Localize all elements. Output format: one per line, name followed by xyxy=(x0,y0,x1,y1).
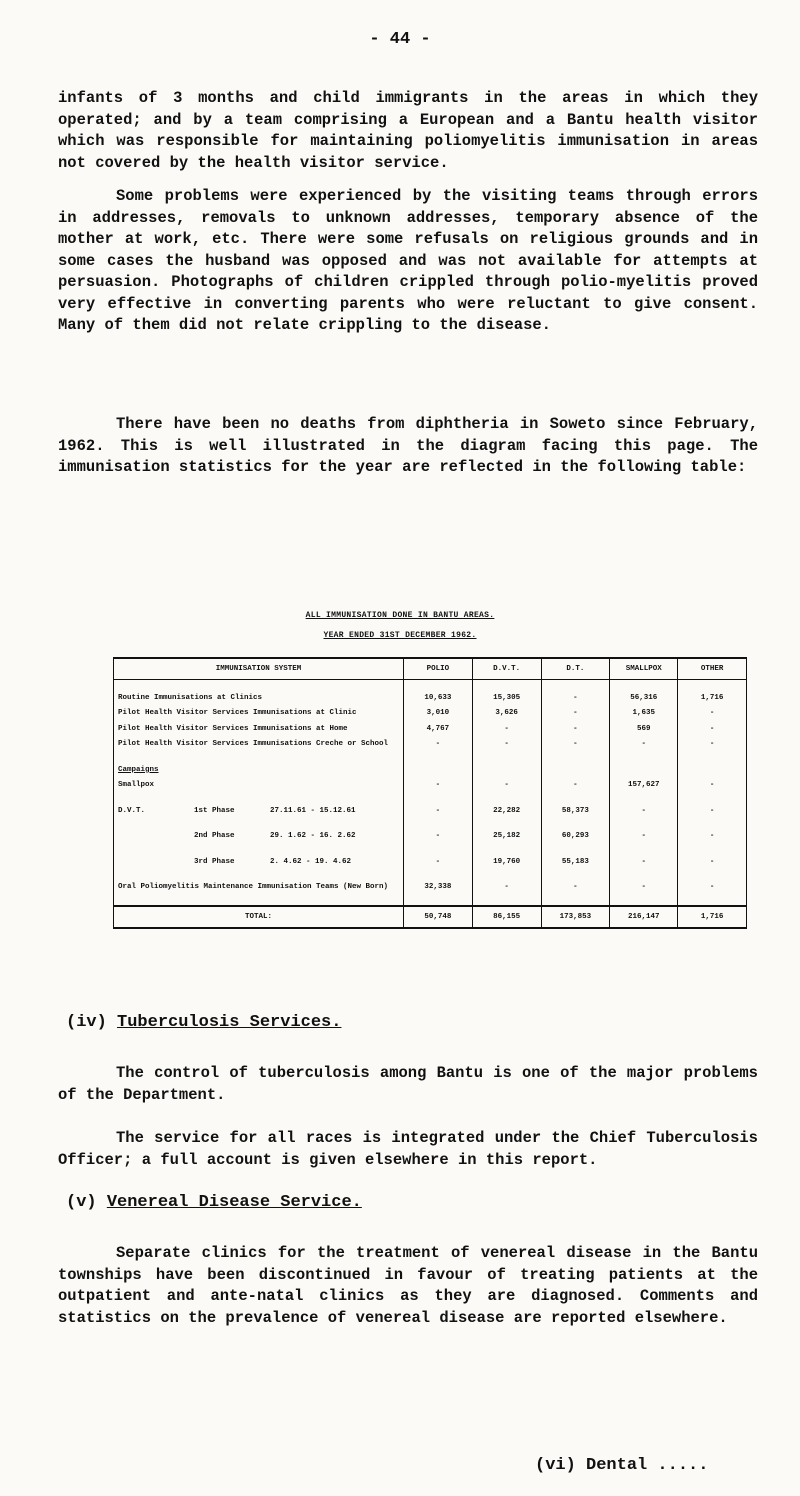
cell: 60,293 xyxy=(541,829,610,845)
cell: - xyxy=(678,880,747,896)
cell: - xyxy=(472,778,541,794)
paragraph-vd-clinics: Separate clinics for the treatment of venereal disease in the Bantu townships have been discontinued in favour of treating patients at the outpatient and ante-natal clinics as they are diagnosed. Comments and statistics on the prevalence of venereal disease are reported elsewhere. xyxy=(58,1244,758,1327)
cell: - xyxy=(541,778,610,794)
row-label xyxy=(114,829,404,845)
cell: - xyxy=(610,737,678,753)
header-smallpox: SMALLPOX xyxy=(610,658,678,680)
table-row xyxy=(114,854,747,870)
table-row xyxy=(114,721,747,737)
paragraph-tb-service: The service for all races is integrated under the Chief Tuberculosis Officer; a full account is given elsewhere in this report. xyxy=(58,1129,758,1169)
cell: - xyxy=(678,803,747,819)
phase-dates: 29. 1.62 - 16. 2.62 xyxy=(270,832,356,841)
section-title: Tuberculosis Services. xyxy=(117,1013,342,1032)
total-cell: 216,147 xyxy=(610,906,678,928)
row-label: Routine Immunisations at Clinics xyxy=(114,690,404,706)
cell: - xyxy=(541,706,610,722)
row-label xyxy=(114,803,404,819)
table-row xyxy=(114,778,747,794)
paragraph-problems: Some problems were experienced by the visiting teams through errors in addresses, removals to unknown addresses, temporary absence of the mother at work, etc. There were some refusals on religious grounds and in some cases the husband was opposed and was not available for attempts at persuasion. Photographs of children crippled through polio-myelitis proved very effective in converting parents who were reluctant to give consent. Many of them did not relate crippling to the disease. xyxy=(58,187,758,334)
cell: 58,373 xyxy=(541,803,610,819)
cell: - xyxy=(678,737,747,753)
table-subtitle: YEAR ENDED 31ST DECEMBER 1962. xyxy=(323,631,477,640)
table-row xyxy=(114,829,747,845)
table-row xyxy=(114,880,747,896)
cell: 55,183 xyxy=(541,854,610,870)
phase-label: 2nd Phase xyxy=(194,832,235,841)
row-label: Pilot Health Visitor Services Immunisations Creche or School xyxy=(114,737,404,753)
row-label: Pilot Health Visitor Services Immunisations at Home xyxy=(114,721,404,737)
table-total-row xyxy=(114,906,747,928)
cell: 22,282 xyxy=(472,803,541,819)
campaigns-label: Campaigns xyxy=(114,762,404,778)
continuation-footer: (vi) Dental ..... xyxy=(535,1456,709,1475)
cell: 15,305 xyxy=(472,690,541,706)
phase-label: 1st Phase xyxy=(194,806,235,815)
total-label: TOTAL: xyxy=(114,906,404,928)
total-cell: 1,716 xyxy=(678,906,747,928)
paragraph-tb-control: The control of tuberculosis among Bantu is one of the major problems of the Department. xyxy=(58,1064,758,1104)
header-polio: POLIO xyxy=(403,658,472,680)
table-row xyxy=(114,803,747,819)
paragraph-infants: infants of 3 months and child immigrants in the areas in which they operated; and by a team comprising a European and a Bantu health visitor which was responsible for maintaining poliomyelitis immunisation in areas not covered by the health visitor service. xyxy=(58,89,758,172)
cell: - xyxy=(403,778,472,794)
section-heading-vd xyxy=(66,1193,362,1212)
phase-dates: 27.11.61 - 15.12.61 xyxy=(270,806,356,815)
cell: 3,010 xyxy=(403,706,472,722)
cell: - xyxy=(541,737,610,753)
table-header-row xyxy=(114,658,747,680)
row-label: Oral Poliomyelitis Maintenance Immunisation Teams (New Born) xyxy=(114,880,404,896)
cell: - xyxy=(610,829,678,845)
cell: - xyxy=(403,803,472,819)
page-number: - 44 - xyxy=(369,30,431,49)
cell: - xyxy=(610,803,678,819)
table-title: ALL IMMUNISATION DONE IN BANTU AREAS. xyxy=(305,611,495,620)
cell: 4,767 xyxy=(403,721,472,737)
cell: 569 xyxy=(610,721,678,737)
phase-dates: 2. 4.62 - 19. 4.62 xyxy=(270,857,352,866)
header-system: IMMUNISATION SYSTEM xyxy=(114,658,404,680)
cell: - xyxy=(403,854,472,870)
phase-label: 3rd Phase xyxy=(194,857,235,866)
section-number: (iv) xyxy=(66,1013,107,1032)
table-row xyxy=(114,762,747,778)
table-row xyxy=(114,690,747,706)
cell: 56,316 xyxy=(610,690,678,706)
cell: 25,182 xyxy=(472,829,541,845)
row-label xyxy=(114,854,404,870)
section-number: (v) xyxy=(66,1193,97,1212)
cell: - xyxy=(678,706,747,722)
cell: 3,626 xyxy=(472,706,541,722)
total-cell: 86,155 xyxy=(472,906,541,928)
cell: - xyxy=(678,829,747,845)
cell: - xyxy=(472,721,541,737)
section-title: Venereal Disease Service. xyxy=(106,1193,362,1212)
cell: 10,633 xyxy=(403,690,472,706)
header-dvt: D.V.T. xyxy=(472,658,541,680)
cell: 1,716 xyxy=(678,690,747,706)
cell: 19,760 xyxy=(472,854,541,870)
total-cell: 50,748 xyxy=(403,906,472,928)
cell: - xyxy=(541,690,610,706)
table-row xyxy=(114,737,747,753)
header-other: OTHER xyxy=(678,658,747,680)
header-dt: D.T. xyxy=(541,658,610,680)
cell: - xyxy=(678,854,747,870)
cell: - xyxy=(610,854,678,870)
paragraph-diphtheria: There have been no deaths from diphtheria in Soweto since February, 1962. This is well illustrated in the diagram facing this page. The immunisation statistics for the year are reflected in the following table: xyxy=(58,415,758,476)
dvt-prefix: D.V.T. xyxy=(118,806,146,815)
row-label: Pilot Health Visitor Services Immunisations at Clinic xyxy=(114,706,404,722)
immunisation-table xyxy=(113,657,747,929)
cell: - xyxy=(678,721,747,737)
cell: - xyxy=(472,880,541,896)
cell: 32,338 xyxy=(403,880,472,896)
section-heading-tb xyxy=(66,1013,341,1032)
cell: - xyxy=(403,829,472,845)
cell: - xyxy=(472,737,541,753)
cell: 1,635 xyxy=(610,706,678,722)
cell: - xyxy=(541,880,610,896)
table-row xyxy=(114,706,747,722)
cell: 157,627 xyxy=(610,778,678,794)
cell: - xyxy=(541,721,610,737)
cell: - xyxy=(610,880,678,896)
cell: - xyxy=(403,737,472,753)
total-cell: 173,853 xyxy=(541,906,610,928)
row-label: Smallpox xyxy=(114,778,404,794)
cell: - xyxy=(678,778,747,794)
